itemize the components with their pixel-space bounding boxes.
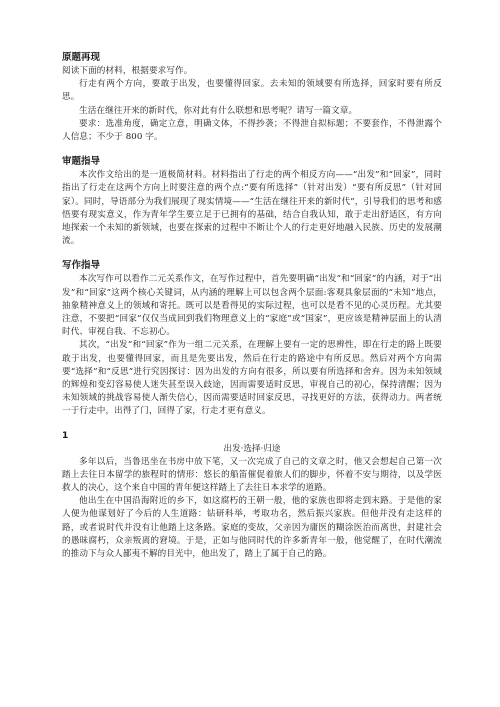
essay-number: 1 <box>62 430 69 441</box>
prompt-paragraph: 生活在继往开来的新时代，你对此有什么联想和思考呢？请写一篇文章。 <box>79 105 358 116</box>
writing-paragraph-2: 其次，“出发”和“回家”作为一组二元关系，在理解上要有一定的思辨性，即在行走的路上既要敢于出发，也要懂得回家，而且是先要出发，然后在行走的路途中有所反思。然后对两个方向需要“选择”和“反思”进行究因探讨：因为出发的方向有很多，所以要有所选择和舍弃。因为未知领域的辉煌和变幻容易使人迷失甚至误入歧途，因而需要适时反思，审视自己的初心，保持清醒；因为未知领域的挑战容易使人渐失信心，因而需要适时回家反思，寻找更好的方法，获得动力。两者统一于行走中，出得了门，回得了家，行走才更有意义。 <box>62 340 442 417</box>
requirements-paragraph: 要求：选准角度，确定立意，明确文体，不得抄袭；不得泄自拟标题；不要套作，不得泄露个人信息；不少于 800 字。 <box>62 118 442 143</box>
document-page <box>62 50 442 561</box>
writing-paragraph-1: 本次写作可以看作二元关系作文，在写作过程中，首先要明确“出发”和“回家”的内涵，对于“出发”和“回家”这两个核心关键词，从内涵的理解上可以包含两个层面:客观具象层面的“未知”地点，抽象精神意义上的领域和寄托。既可以是看得见的实际过程，也可以是看不见的心灵历程。尤其要注意，不要把“回家”仅仅当成回到我们物理意义上的“家庭”或“国家”，更应该是精神层面上的认清时代、审视自我、不忘初心。 <box>62 274 442 338</box>
essay-paragraph-1: 多年以后，当鲁迅坐在书房中放下笔，又一次完成了自己的文章之时，他又会想起自己第一次踏上去往日本留学的旅程时的情形：悠长的船笛催促着旅人们的脚步，怀着不安与期待，以及学医救人的决心，这个来自中国的青年便这样踏上了去往日本求学的道路。 <box>62 456 442 494</box>
section-heading-topic-guidance: 审题指导 <box>62 156 101 168</box>
material-paragraph: 行走有两个方向，要敢于出发，也要懂得回家。去未知的领域要有所选择，回家时要有所反思。 <box>62 79 442 103</box>
guidance-paragraph: 本次作文给出的是一道极简材料。材料指出了行走的两个相反方向——“出发”和“回家”，同时指出了行走在这两个方向上时要注意的两个点:“要有所选择”（针对出发）“要有所反思”（针对回家）。同时，导语部分为我们展现了现实情境——“生活在继往开来的新时代”，引导我们的思考和感悟要有现实意义，作为青年学生要立足于已拥有的基础，结合自我认知，敢于走出舒适区，有方向地探索一个未知的新领域，也要在探索的过程中不断让个人的行走更好地融入民族、历史的发展潮流。 <box>62 170 442 247</box>
section-heading-writing-guidance: 写作指导 <box>62 260 101 272</box>
essay-paragraph-2: 他出生在中国沿海附近的乡下，如这腐朽的王朝一般，他的家族也即将走到末路。于是他的家人便为他谋划好了今后的人生道路：钻研科举，考取功名，然后振兴家族。但他并没有走这样的路，或者说时代并没有让他踏上这条路。家庭的变故，父亲因为庸医的糊涂医治而离世，封建社会的愚昧腐朽，众亲叛离的窘境。于是，正如与他同时代的许多新青年一般，他觉醒了，在时代潮流的推动下与众人鄙夷不解的目光中，他出发了，踏上了属于自己的路。 <box>62 496 442 560</box>
essay-title: 出发·选择·归途 <box>223 443 281 454</box>
instruction-line: 阅读下面的材料，根据要求写作。 <box>62 66 193 76</box>
section-heading-original-question: 原题再现 <box>62 52 101 63</box>
